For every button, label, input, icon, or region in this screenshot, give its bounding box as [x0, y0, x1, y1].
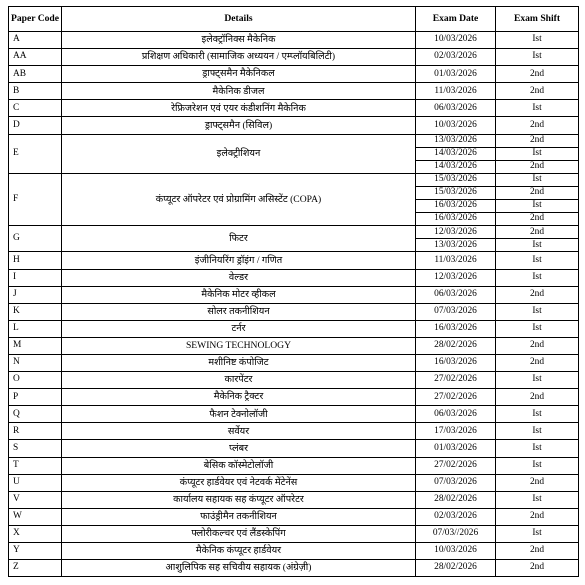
- exam-date-cell: 28/02/2026: [416, 560, 496, 577]
- paper-code-cell: AB: [9, 66, 62, 83]
- header-details: Details: [62, 7, 416, 32]
- details-cell: फिटर: [62, 226, 416, 252]
- details-cell: कंप्यूटर ऑपरेटर एवं प्रोग्रामिंग असिस्टेंट (COPA): [62, 173, 416, 225]
- exam-date-cell: 12/03/2026: [416, 269, 496, 286]
- paper-code-cell: Z: [9, 560, 62, 577]
- table-row: [9, 543, 579, 560]
- paper-code-cell: O: [9, 372, 62, 389]
- paper-code-cell: X: [9, 525, 62, 542]
- details-cell: इलेक्ट्रॉनिक्स मैकेनिक: [62, 32, 416, 49]
- header-exam-date: Exam Date: [416, 7, 496, 32]
- exam-shift-cell: 2nd: [496, 117, 579, 134]
- exam-shift-cell: Ist: [496, 491, 579, 508]
- exam-shift-cell: Ist: [496, 423, 579, 440]
- details-cell: सर्वेयर: [62, 423, 416, 440]
- table-row: [9, 337, 579, 354]
- details-cell: सोलर तकनीशियन: [62, 303, 416, 320]
- table-row: [9, 269, 579, 286]
- exam-date-cell: 12/03/2026: [416, 226, 496, 239]
- details-cell: कारपेंटर: [62, 372, 416, 389]
- table-row: [9, 66, 579, 83]
- table-row: [9, 406, 579, 423]
- exam-date-cell: 07/03//2026: [416, 525, 496, 542]
- details-cell: SEWING TECHNOLOGY: [62, 337, 416, 354]
- exam-date-cell: 07/03/2026: [416, 303, 496, 320]
- paper-code-cell: F: [9, 173, 62, 225]
- table-row: [9, 389, 579, 406]
- table-row: [9, 134, 579, 147]
- paper-code-cell: A: [9, 32, 62, 49]
- details-cell: मैकेनिक कंप्यूटर हार्डवेयर: [62, 543, 416, 560]
- table-row: [9, 226, 579, 239]
- paper-code-cell: J: [9, 286, 62, 303]
- paper-code-cell: U: [9, 474, 62, 491]
- exam-shift-cell: 2nd: [496, 226, 579, 239]
- exam-shift-cell: 2nd: [496, 83, 579, 100]
- exam-date-cell: 15/03/2026: [416, 173, 496, 186]
- exam-date-cell: 06/03/2026: [416, 100, 496, 117]
- table-row: [9, 117, 579, 134]
- table-body: [9, 32, 579, 577]
- exam-date-cell: 10/03/2026: [416, 32, 496, 49]
- exam-date-cell: 28/02/2026: [416, 491, 496, 508]
- table-row: [9, 508, 579, 525]
- exam-shift-cell: 2nd: [496, 66, 579, 83]
- exam-date-cell: 28/02/2026: [416, 337, 496, 354]
- exam-date-cell: 06/03/2026: [416, 286, 496, 303]
- paper-code-cell: I: [9, 269, 62, 286]
- exam-shift-cell: Ist: [496, 32, 579, 49]
- paper-code-cell: L: [9, 320, 62, 337]
- exam-date-cell: 15/03/2026: [416, 186, 496, 199]
- details-cell: फैशन टेक्नोलॉजी: [62, 406, 416, 423]
- exam-shift-cell: 2nd: [496, 213, 579, 226]
- table-row: [9, 372, 579, 389]
- table-row: [9, 560, 579, 577]
- exam-shift-cell: Ist: [496, 173, 579, 186]
- exam-shift-cell: Ist: [496, 372, 579, 389]
- details-cell: प्रशिक्षण अधिकारी (सामाजिक अध्ययन / एम्प्लॉयबिलिटी): [62, 49, 416, 66]
- details-cell: मैकेनिक मोटर व्हीकल: [62, 286, 416, 303]
- details-cell: बेसिक कॉस्मेटोलॉजी: [62, 457, 416, 474]
- table-row: [9, 474, 579, 491]
- paper-code-cell: P: [9, 389, 62, 406]
- details-cell: ड्राफ्ट्समैन मैकेनिकल: [62, 66, 416, 83]
- paper-code-cell: H: [9, 252, 62, 269]
- exam-shift-cell: 2nd: [496, 543, 579, 560]
- exam-shift-cell: 2nd: [496, 474, 579, 491]
- table-row: [9, 320, 579, 337]
- exam-shift-cell: Ist: [496, 440, 579, 457]
- paper-code-cell: R: [9, 423, 62, 440]
- paper-code-cell: B: [9, 83, 62, 100]
- details-cell: वेल्डर: [62, 269, 416, 286]
- table-row: [9, 457, 579, 474]
- exam-date-cell: 16/03/2026: [416, 213, 496, 226]
- exam-date-cell: 11/03/2026: [416, 83, 496, 100]
- exam-date-cell: 02/03/2026: [416, 508, 496, 525]
- exam-date-cell: 01/03/2026: [416, 440, 496, 457]
- details-cell: फ्लोरीकल्चर एवं लैंडस्केपिंग: [62, 525, 416, 542]
- paper-code-cell: Y: [9, 543, 62, 560]
- details-cell: रेफ्रिजरेशन एवं एयर कंडीशनिंग मैकेनिक: [62, 100, 416, 117]
- exam-date-cell: 27/02/2026: [416, 372, 496, 389]
- exam-date-cell: 13/03/2026: [416, 239, 496, 252]
- exam-date-cell: 11/03/2026: [416, 252, 496, 269]
- exam-date-cell: 17/03/2026: [416, 423, 496, 440]
- exam-shift-cell: Ist: [496, 49, 579, 66]
- details-cell: फाउंड्रीमैन तकनीशियन: [62, 508, 416, 525]
- header-row: [9, 7, 579, 32]
- details-cell: मैकेनिक डीजल: [62, 83, 416, 100]
- exam-shift-cell: Ist: [496, 406, 579, 423]
- exam-shift-cell: 2nd: [496, 286, 579, 303]
- exam-shift-cell: 2nd: [496, 134, 579, 147]
- paper-code-cell: K: [9, 303, 62, 320]
- table-row: [9, 32, 579, 49]
- exam-shift-cell: Ist: [496, 457, 579, 474]
- exam-date-cell: 06/03/2026: [416, 406, 496, 423]
- paper-code-cell: E: [9, 134, 62, 173]
- table-row: [9, 49, 579, 66]
- exam-date-cell: 13/03/2026: [416, 134, 496, 147]
- paper-code-cell: W: [9, 508, 62, 525]
- exam-shift-cell: Ist: [496, 147, 579, 160]
- paper-code-cell: T: [9, 457, 62, 474]
- details-cell: टर्नर: [62, 320, 416, 337]
- exam-shift-cell: 2nd: [496, 160, 579, 173]
- table-row: [9, 100, 579, 117]
- details-cell: मशीनिष्ट कंपोजिट: [62, 354, 416, 371]
- details-cell: प्लंबर: [62, 440, 416, 457]
- paper-code-cell: G: [9, 226, 62, 252]
- table-row: [9, 286, 579, 303]
- details-cell: कंप्यूटर हार्डवेयर एवं नेटवर्क मेंटेनेंस: [62, 474, 416, 491]
- table-row: [9, 440, 579, 457]
- exam-date-cell: 10/03/2026: [416, 543, 496, 560]
- exam-shift-cell: Ist: [496, 525, 579, 542]
- details-cell: कार्यालय सहायक सह कंप्यूटर ऑपरेटर: [62, 491, 416, 508]
- exam-date-cell: 27/02/2026: [416, 389, 496, 406]
- exam-shift-cell: 2nd: [496, 508, 579, 525]
- exam-shift-cell: Ist: [496, 320, 579, 337]
- paper-code-cell: D: [9, 117, 62, 134]
- exam-date-cell: 27/02/2026: [416, 457, 496, 474]
- exam-shift-cell: Ist: [496, 239, 579, 252]
- exam-shift-cell: 2nd: [496, 560, 579, 577]
- table-row: [9, 525, 579, 542]
- exam-date-cell: 07/03/2026: [416, 474, 496, 491]
- table-row: [9, 491, 579, 508]
- exam-shift-cell: 2nd: [496, 186, 579, 199]
- exam-shift-cell: Ist: [496, 100, 579, 117]
- exam-date-cell: 14/03/2026: [416, 160, 496, 173]
- exam-date-cell: 10/03/2026: [416, 117, 496, 134]
- paper-code-cell: C: [9, 100, 62, 117]
- exam-date-cell: 16/03/2026: [416, 320, 496, 337]
- exam-shift-cell: Ist: [496, 269, 579, 286]
- paper-code-cell: V: [9, 491, 62, 508]
- table-row: [9, 83, 579, 100]
- exam-date-cell: 14/03/2026: [416, 147, 496, 160]
- paper-code-cell: S: [9, 440, 62, 457]
- exam-shift-cell: 2nd: [496, 389, 579, 406]
- table-row: [9, 423, 579, 440]
- exam-schedule-table: [8, 6, 579, 577]
- table-row: [9, 252, 579, 269]
- paper-code-cell: M: [9, 337, 62, 354]
- details-cell: इलेक्ट्रीशियन: [62, 134, 416, 173]
- table-row: [9, 303, 579, 320]
- exam-date-cell: 02/03/2026: [416, 49, 496, 66]
- header-paper-code: Paper Code: [9, 7, 62, 32]
- details-cell: इंजीनियरिंग ड्रॉइंग / गणित: [62, 252, 416, 269]
- paper-code-cell: AA: [9, 49, 62, 66]
- exam-date-cell: 16/03/2026: [416, 200, 496, 213]
- header-exam-shift: Exam Shift: [496, 7, 579, 32]
- exam-shift-cell: 2nd: [496, 354, 579, 371]
- paper-code-cell: N: [9, 354, 62, 371]
- details-cell: ड्राफ्ट्समैन (सिविल): [62, 117, 416, 134]
- exam-date-cell: 01/03/2026: [416, 66, 496, 83]
- details-cell: आशुलिपिक सह सचिवीय सहायक (अंग्रेज़ी): [62, 560, 416, 577]
- exam-shift-cell: Ist: [496, 303, 579, 320]
- exam-date-cell: 16/03/2026: [416, 354, 496, 371]
- table-row: [9, 354, 579, 371]
- paper-code-cell: Q: [9, 406, 62, 423]
- details-cell: मैकेनिक ट्रैक्टर: [62, 389, 416, 406]
- exam-shift-cell: 2nd: [496, 337, 579, 354]
- exam-shift-cell: Ist: [496, 252, 579, 269]
- table-row: [9, 173, 579, 186]
- exam-shift-cell: Ist: [496, 200, 579, 213]
